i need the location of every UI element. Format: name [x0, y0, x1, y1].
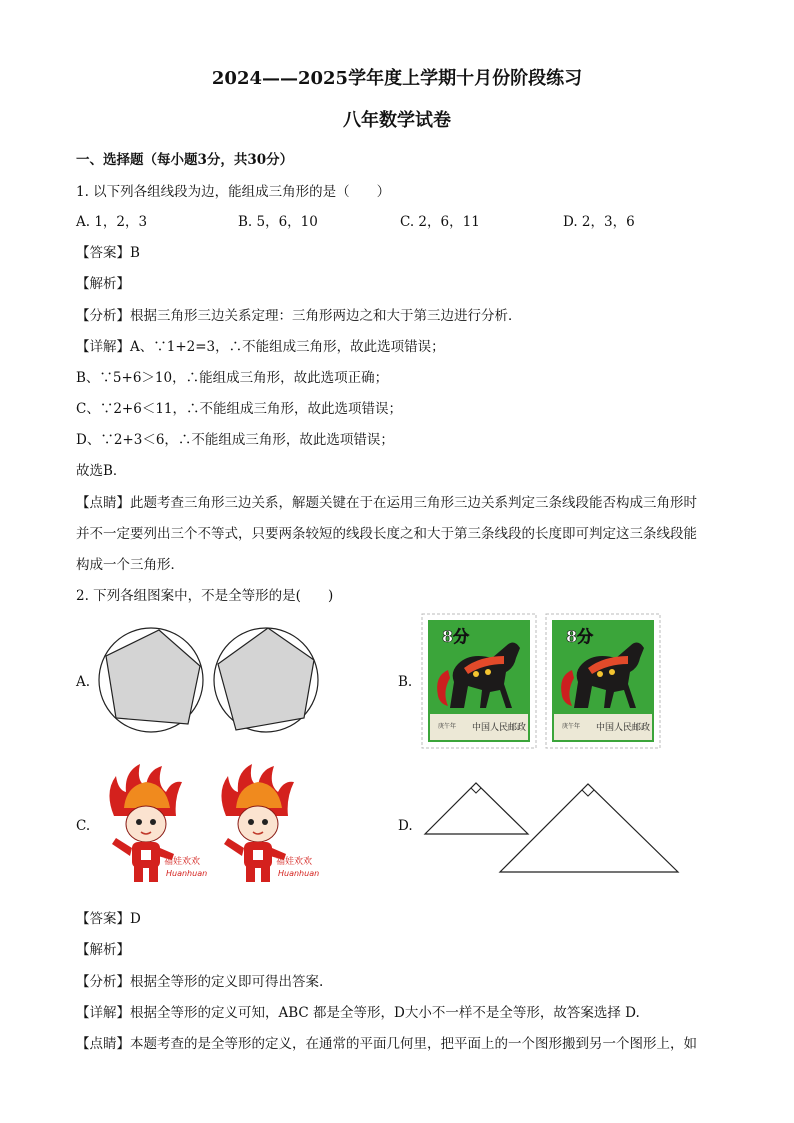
q1-option-a: A. 1，2，3: [76, 214, 148, 230]
q1-detail-b: B、∵5+6＞10，∴能组成三角形，故此选项正确；: [76, 370, 389, 386]
q2-stem: 2. 下列各组图案中，不是全等形的是( ): [76, 588, 334, 604]
q1-jiexi: 【解析】: [76, 276, 130, 292]
stamp-right: [546, 614, 660, 748]
right-angle-mark-small: [471, 788, 481, 793]
q1-detail-d: D、∵2+3＜6，∴不能组成三角形，故此选项错误；: [76, 432, 394, 448]
q1-comment-line2: 并不一定要列出三个不等式，只要两条较短的线段长度之和大于第三条线段的长度即可判定这三条线段能: [76, 526, 697, 542]
q1-detail-a: 【详解】A、∵1+2=3，∴不能组成三角形，故此选项错误；: [76, 339, 445, 355]
q2-answer: 【答案】D: [76, 911, 141, 927]
q1-analysis: 【分析】根据三角形三边关系定理：三角形两边之和大于第三边进行分析．: [76, 308, 522, 324]
stamp-left-value: 8分: [442, 627, 470, 646]
q1-conclusion: 故选B．: [76, 463, 127, 479]
stamp-right-value: 8分: [566, 627, 594, 646]
q1-option-b: B. 5，6，10: [238, 214, 318, 230]
figure-right-triangles: [420, 778, 690, 878]
q2-jiexi: 【解析】: [76, 942, 130, 958]
section-heading: 一、选择题（每小题3分，共30分）: [76, 152, 294, 168]
mascot-left-caption-cn: 福娃欢欢: [164, 857, 201, 867]
mascot-right-caption-en: Huanhuan: [278, 869, 320, 878]
mascot-left: [109, 764, 207, 882]
q1-stem: 1. 以下列各组线段为边，能组成三角形的是（ ）: [76, 184, 391, 200]
exam-title: 2024——2025学年度上学期十月份阶段练习: [211, 68, 583, 89]
q2-analysis: 【分析】根据全等形的定义即可得出答案.: [76, 974, 324, 990]
right-angle-mark-large: [582, 790, 594, 796]
mascot-right: [221, 764, 319, 882]
q1-detail-c: C、∵2+6＜11，∴不能组成三角形，故此选项错误；: [76, 401, 402, 417]
q1-comment-line3: 构成一个三角形．: [76, 557, 184, 573]
triangle-small: [425, 783, 528, 834]
stamp-right-year: 庚午年: [562, 723, 581, 730]
q2-detail: 【详解】根据全等形的定义可知，ABC 都是全等形，D大小不一样不是全等形，故答案选择 D.: [76, 1005, 640, 1021]
figure-horse-stamps: [420, 612, 665, 750]
stamp-right-country: 中国人民邮政: [596, 723, 651, 733]
stamp-left-country: 中国人民邮政: [472, 723, 527, 733]
q1-answer: 【答案】B: [76, 245, 140, 261]
q1-comment-line1: 【点睛】此题考查三角形三边关系，解题关键在于在运用三角形三边关系判定三条线段能否构成三角形时: [76, 495, 697, 511]
exam-subtitle: 八年数学试卷: [343, 110, 451, 131]
q2-option-c-label: C.: [76, 818, 91, 834]
q1-option-c: C. 2，6，11: [400, 214, 480, 230]
stamp-left: [422, 614, 536, 748]
mascot-left-caption-en: Huanhuan: [166, 869, 208, 878]
q2-option-d-label: D.: [398, 818, 413, 834]
q2-option-b-label: B.: [398, 674, 413, 690]
q1-option-d: D. 2，3，6: [563, 214, 635, 230]
triangle-large: [500, 784, 678, 872]
mascot-right-caption-cn: 福娃欢欢: [276, 857, 313, 867]
figure-pentagons: [96, 626, 326, 736]
figure-fuwa-mascots: [96, 762, 336, 890]
q2-option-a-label: A.: [76, 674, 91, 690]
q2-comment: 【点睛】本题考查的是全等形的定义，在通常的平面几何里，把平面上的一个图形搬到另一个图形上，如: [76, 1036, 697, 1052]
stamp-left-year: 庚午年: [438, 723, 457, 730]
